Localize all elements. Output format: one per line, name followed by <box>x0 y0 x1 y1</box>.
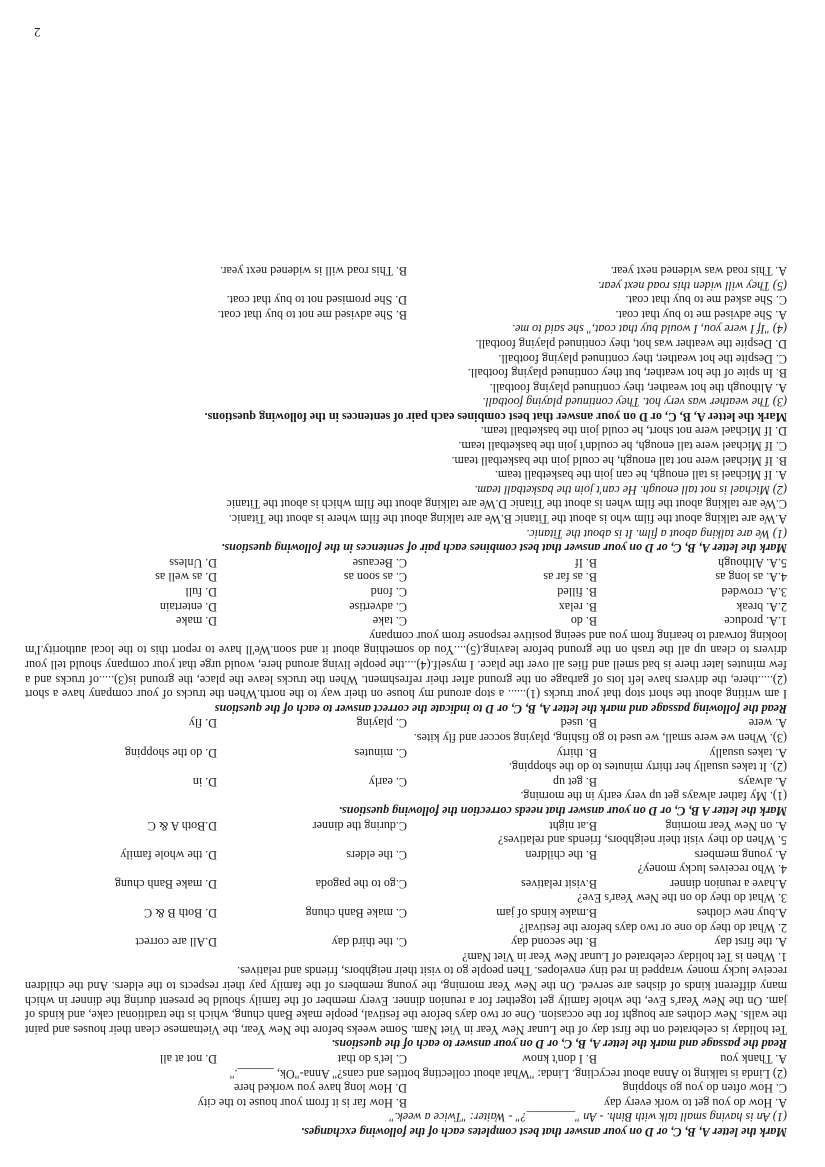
option-b: B. get up <box>552 774 597 789</box>
option-d: D. the whole family <box>120 847 217 862</box>
answer-options <box>25 570 787 585</box>
option-ab: A.We are talking about the film who is about the Titanic B.We are talking about the film where is about the Titanic. <box>228 512 787 527</box>
answer-options <box>25 876 787 891</box>
option-d: D. not at all <box>159 1052 217 1067</box>
option-a: A. the first day <box>714 935 787 950</box>
option-b: B. I don't know <box>522 1052 597 1067</box>
option-d: D. make <box>176 614 217 629</box>
answer-options <box>25 935 787 950</box>
answer-options <box>25 614 787 629</box>
option-b: B. She advised me not to buy that coat. <box>217 307 407 322</box>
reading-passage: Tet holiday is celebrated on the first day of the Lunar New Year in Viet Nam. Some weeks before the New Year, the Vietnamese clean their houses and paint the walls. New clothes are bought for the occasion. One or two days before the festival, people make Banh chung, which is the traditional cake, and kinds of jam. On the New Year's Eve, the whole family get together for a reunion dinner. Every member of the family should be present during the dinner in which many different kinds of dishes are served. On the New Year morning, the young members of the family pay their respects to the elders. And the children receive lucky money wrapped in red tiny envelopes. Then people go to visit their neighbors, friends and relatives. <box>25 964 787 1037</box>
section-heading-combine: Mark the letter A, B, C, or D on your answer that best combines each pair of sentences in the following questions. <box>204 409 787 424</box>
question-text: 4. Who receives lucky money? <box>637 862 787 877</box>
option-a: 2.A. break <box>736 599 787 614</box>
option-d: D. full <box>185 585 217 600</box>
option-a: A. If Michael is tall enough, he can join the basketball team. <box>494 468 787 483</box>
option-c: C. If Michael were tall enough, he couldn't join the basketball team. <box>458 439 787 454</box>
option-c: C. the third day <box>331 935 407 950</box>
section-heading-error-correction: Mark the letter A B, C, or D on your answer that needs correction the following questions. <box>338 803 787 818</box>
option-a: A. takes usually <box>709 745 787 760</box>
option-a: A.have a reunion dinner <box>670 876 787 891</box>
option-b: B. relax <box>558 599 597 614</box>
section-heading-cloze: Read the following passage and mark the letter A, B, C, or D to indicate the correct answer to each of the questions <box>214 701 787 716</box>
option-b: B. used <box>560 716 597 731</box>
option-c: C. make Banh chung <box>305 906 407 921</box>
answer-options <box>25 1081 787 1096</box>
option-d: D. do the shopping <box>124 745 217 760</box>
option-a: 4.A. as long as <box>715 570 787 585</box>
answer-options <box>25 599 787 614</box>
option-a: 5.A. Although <box>718 555 787 570</box>
option-c: C.go to the pagoda <box>315 876 407 891</box>
option-c: C. minutes <box>354 745 407 760</box>
question-text: (1) We are talking about a film. It is about the Titanic. <box>526 526 787 541</box>
question-text: (3). When we were small, we used to go fishing, playing soccer and fly kites. <box>413 730 787 745</box>
option-b: B. thirty <box>556 745 597 760</box>
option-b: B.make kinds of jam <box>496 906 597 921</box>
option-d: D. How long have you worked here <box>234 1081 407 1096</box>
question-text: (3) The weather was very hot. They continued playing football. <box>482 395 787 410</box>
option-b: B. If Michael were not tall enough, he could join the basketball team. <box>451 453 787 468</box>
option-a: A. young members <box>694 847 787 862</box>
option-c: C. She asked me to buy that coat. <box>625 293 787 308</box>
answer-options <box>25 307 787 322</box>
option-d: D. entertain <box>159 599 217 614</box>
option-cd: C.We are talking about the film when is about the Titanic D.We are talking about the film which is about the Titanic <box>226 497 787 512</box>
option-b: B. How far is it from your house to the city <box>197 1095 407 1110</box>
answer-options <box>25 555 787 570</box>
cloze-passage: I am writing about the short stop that your trucks (1)...... a stop around my house on their way to the north.When the trucks of your company have a short (2).....there, the drivers have left lots of garbage on the ground after their refreshment. When the trucks leave the place, the ground is(3).....of trucks and a few minutes later there is bad smell and flies all over the place. I myself.(4)....the people living around here, would urge that your company should tell your drivers to clean up all the trash on the ground before leaving.(5)....You do something about it and soon.We'll have to report this to the local authority.I'm looking forward to hearing from you and seeing positive response from your company <box>25 628 787 702</box>
question-text: (2). It takes usually her thirty minutes to do the shopping. <box>508 760 787 775</box>
question-text: (1). My father always get up very early in the morning. <box>520 789 787 804</box>
option-a: A. Although the hot weather, they continued playing football. <box>489 380 787 395</box>
answer-options <box>25 293 787 308</box>
option-a: A. This road was widened next year. <box>610 263 787 278</box>
option-b: B. If <box>574 555 597 570</box>
answer-options <box>25 745 787 760</box>
option-d: D. If Michael were not short, he could join the basketball team. <box>480 424 787 439</box>
question-text: (2) Linda is talking to Anna about recycling. Linda: "What about collecting bottles and cans?" Anna-"Ok, ______." <box>229 1066 787 1081</box>
option-c: C.during the dinner <box>312 818 407 833</box>
option-a: 3.A. crowded <box>721 585 787 600</box>
section-heading-combine: Mark the letter A, B, C, or D on your answer that best combines each pair of sentences in the following questions. <box>221 541 787 556</box>
option-b: B. as far as <box>543 570 597 585</box>
option-c: C. fond <box>370 585 407 600</box>
option-c: C. Because <box>352 555 407 570</box>
option-d: D. She promised not to buy that coat. <box>226 293 407 308</box>
option-d: D. Despite the weather was hot, they continued playing football. <box>475 336 787 351</box>
option-d: D.Both A & C <box>147 818 217 833</box>
option-d: D.All are correct <box>135 935 217 950</box>
option-b: B. the children <box>525 847 597 862</box>
option-a: A. were <box>748 716 787 731</box>
section-heading-reading: Read the passage and mark the letter A, B, C, or D on your answer to each of the questions. <box>331 1037 787 1052</box>
option-a: A. She advised me to buy that coat. <box>615 307 787 322</box>
answer-options <box>25 263 787 278</box>
answer-options <box>25 1051 787 1066</box>
option-c: C. advertise <box>349 599 407 614</box>
answer-options <box>25 584 787 599</box>
question-text: (5) They will widen this road next year. <box>598 278 787 293</box>
option-c: C. take <box>372 614 407 629</box>
answer-options <box>25 774 787 789</box>
option-a: A. always <box>738 774 787 789</box>
option-c: C. let's do that <box>337 1052 407 1067</box>
answer-options <box>25 716 787 731</box>
section-heading-exchanges: Mark the letter A, B, C, or D on your answer that best completes each of the following exchanges. <box>300 1125 787 1139</box>
option-c: C. early <box>368 774 407 789</box>
option-b: B.visit relatives <box>521 876 597 891</box>
option-b: B. the second day <box>511 935 597 950</box>
question-text: (4) "If I were you, I would buy that coat," she said to me. <box>511 322 787 337</box>
question-text: (2) Michael is not tall enough. He can't join the basketball team. <box>474 482 787 497</box>
answer-options <box>25 1095 787 1110</box>
option-b: B. In spite of the hot weather, but they continued playing football. <box>467 366 787 381</box>
question-text: 5. When do they visit their neighbors, friends and relatives? <box>498 833 787 848</box>
option-a: A.buy new clothes <box>696 906 787 921</box>
answer-options <box>25 818 787 833</box>
option-b: B. filled <box>557 585 597 600</box>
option-c: C. playing <box>356 716 407 731</box>
question-text: (1) An is having small talk with Binh. - An "________?" - Waiter: "Twice a week." <box>389 1110 787 1125</box>
page-number: 2 <box>34 25 41 40</box>
option-d: D. in <box>192 774 217 789</box>
option-c: C. the elders <box>346 847 407 862</box>
option-c: C. Despite the hot weather, they continued playing football. <box>498 351 787 366</box>
option-d: D. as well as <box>155 570 217 585</box>
answer-options <box>25 847 787 862</box>
question-text: 3. What do they do on the New Year's Eve? <box>577 891 787 906</box>
page-content <box>25 263 787 1139</box>
question-text: 1. When is Tet holiday celebrated of Lunar New Year in Viet Nam? <box>462 949 787 964</box>
option-c: C. as soon as <box>343 570 407 585</box>
option-d: D. Unless <box>169 555 217 570</box>
option-d: D. make Banh chung <box>114 876 217 891</box>
option-b: B. This road will is widened next year. <box>220 263 407 278</box>
option-d: D. fly <box>188 716 217 731</box>
option-a: A. Thank you <box>720 1052 787 1067</box>
option-a: A. on New Year morning <box>665 818 787 833</box>
option-b: B. do <box>570 614 597 629</box>
option-b: B.at night <box>549 818 597 833</box>
question-text: 2. What do they do one or two days before the festival? <box>519 920 787 935</box>
option-d: D. Both B & C <box>144 906 217 921</box>
answer-options <box>25 906 787 921</box>
option-c: C. How often do you go shopping <box>622 1081 787 1096</box>
option-a: 1.A. produce <box>724 614 787 629</box>
option-a: A. How do you get to work every day <box>603 1095 787 1110</box>
